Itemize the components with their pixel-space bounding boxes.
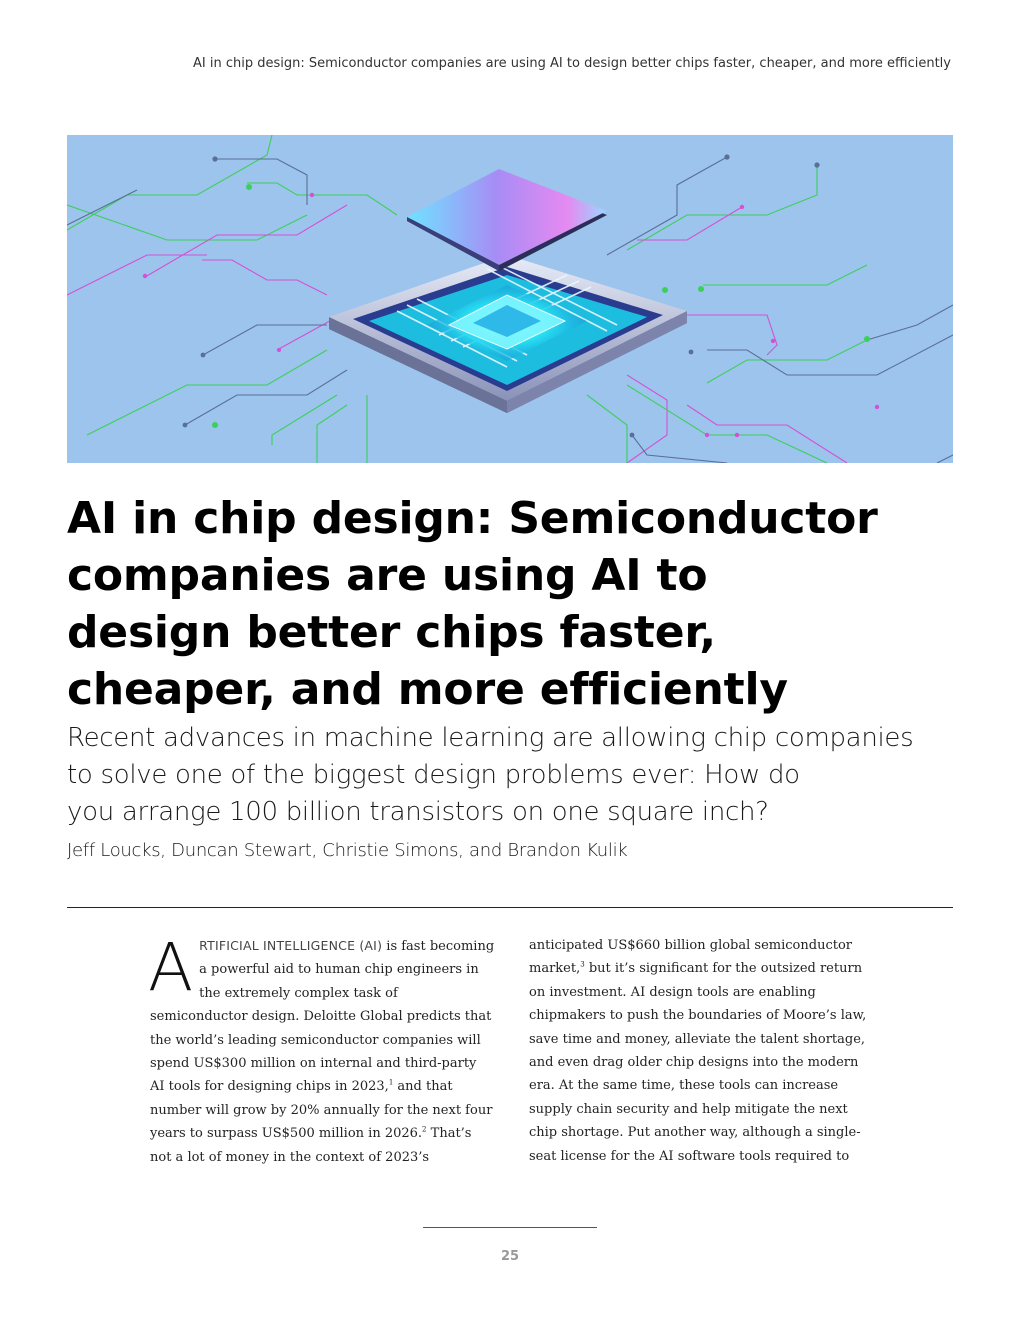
subtitle-line: you arrange 100 billion transistors on one square inch? xyxy=(67,797,769,827)
author-byline: Jeff Loucks, Duncan Stewart, Christie Simons, and Brandon Kulik xyxy=(67,840,628,861)
article-subtitle xyxy=(67,720,947,831)
footnote-ref[interactable]: 1 xyxy=(388,1079,394,1088)
footnote-ref[interactable]: 2 xyxy=(422,1125,427,1134)
body-paragraph xyxy=(529,934,874,1168)
footer-divider xyxy=(423,1227,597,1228)
body-text: and that number will grow by 20% annually for the next four years to surpass US$500 million in 2026. xyxy=(150,1079,493,1142)
running-head: AI in chip design: Semiconductor companies are using AI to design better chips faster, cheaper, and more efficiently xyxy=(192,56,951,71)
body-text: anticipated US$660 billion global semiconductor market, xyxy=(529,938,852,977)
chip-illustration xyxy=(67,135,953,463)
section-divider xyxy=(67,907,953,908)
body-column-left xyxy=(148,929,495,1169)
subtitle-line: Recent advances in machine learning are allowing chip companies xyxy=(67,723,914,753)
footnote-ref[interactable]: 3 xyxy=(580,961,585,970)
title-line: companies are using AI to xyxy=(67,550,708,601)
body-paragraph xyxy=(148,929,495,1169)
drop-cap: A xyxy=(148,929,194,1006)
lead-in: RTIFICIAL INTELLIGENCE (AI) xyxy=(199,938,383,953)
hero-image xyxy=(67,135,953,463)
subtitle-line: to solve one of the biggest design problems ever: How do xyxy=(67,760,800,790)
body-text: but it’s significant for the outsized return on investment. AI design tools are enabling chipmakers to push the boundaries of Moore’s law, save time and money, alleviate the talent shortage, and even drag older chip designs into the modern era. At the same time, these tools can increase supply chain security and help mitigate the next chip shortage. Put another way, although a single-seat license for the AI software tools required to xyxy=(529,961,867,1164)
page-number: 25 xyxy=(500,1249,520,1264)
title-line: AI in chip design: Semiconductor xyxy=(67,493,878,544)
body-text: That’s not a lot of money in the context of 2023’s xyxy=(150,1126,472,1165)
title-line: design better chips faster, xyxy=(67,607,716,658)
top-chip xyxy=(407,169,607,271)
body-text: is fast becoming a powerful aid to human chip engineers in the extremely complex task of semiconductor design. Deloitte Global predicts that the world’s leading semiconductor companies will spend US$300 million on internal and third-party AI tools for designing chips in 2023, xyxy=(150,939,495,1095)
title-line: cheaper, and more efficiently xyxy=(67,664,788,715)
body-column-right xyxy=(529,934,874,1168)
article-title xyxy=(67,490,937,718)
